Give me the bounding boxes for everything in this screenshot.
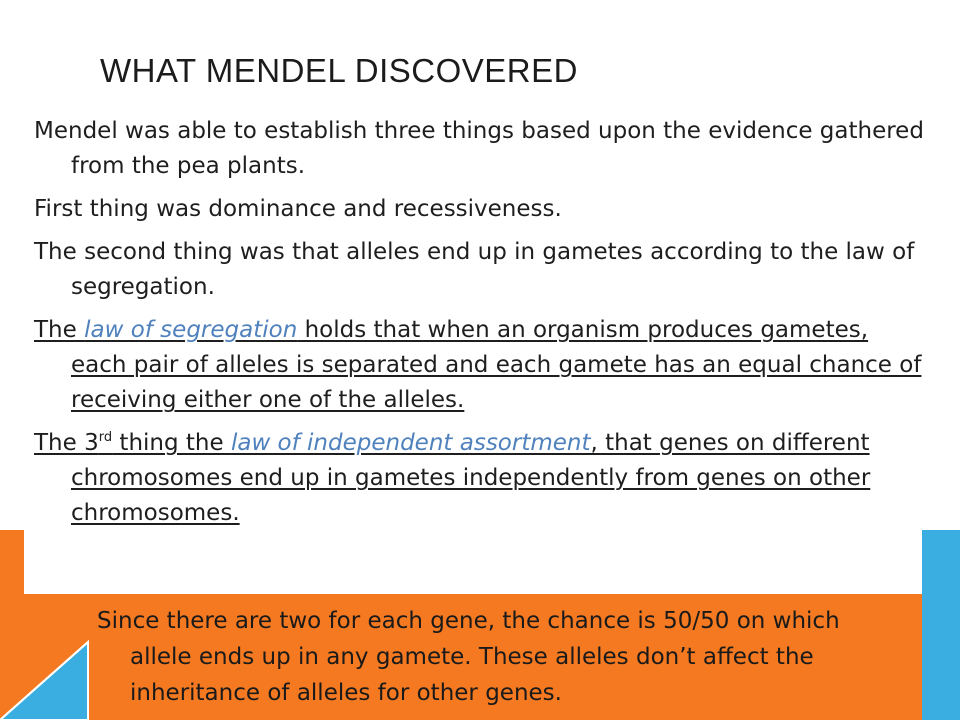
white-content-panel — [24, 530, 922, 594]
paragraph-independent-assortment — [34, 426, 924, 531]
segregation-lead: The — [34, 317, 85, 343]
law-of-independent-assortment-link[interactable]: law of independent assortment — [230, 430, 591, 456]
footer-note — [97, 603, 907, 711]
third-thing-mid: thing the — [112, 430, 231, 456]
paragraph-dominance: First thing was dominance and recessiveness. — [34, 196, 562, 222]
assortment-description: , that genes on different chromosomes end up in gametes independently from genes on other chromosomes. — [71, 430, 871, 526]
corner-triangle-decoration — [0, 600, 90, 720]
slide-title: WHAT MENDEL DISCOVERED — [100, 52, 578, 89]
third-thing-lead: The 3 — [34, 430, 99, 456]
footer-paragraph: Since there are two for each gene, the chance is 50/50 on which allele ends up in any gamete. These alleles don’t affect the inheritance of alleles for other genes. — [97, 608, 840, 706]
paragraph-law-of-segregation — [34, 313, 924, 418]
paragraph-evidence: Mendel was able to establish three things based upon the evidence gathered from the pea plants. — [34, 118, 924, 179]
blue-side-bar — [922, 530, 960, 720]
body-content — [34, 114, 924, 539]
ordinal-superscript: rd — [98, 430, 113, 445]
law-of-segregation-link[interactable]: law of segregation — [84, 317, 298, 343]
segregation-description: holds that when an organism produces gametes, each pair of alleles is separated and each gamete has an equal chance of receiving either one of the alleles. — [71, 317, 922, 413]
paragraph-second-thing: The second thing was that alleles end up in gametes according to the law of segregation. — [34, 239, 915, 300]
